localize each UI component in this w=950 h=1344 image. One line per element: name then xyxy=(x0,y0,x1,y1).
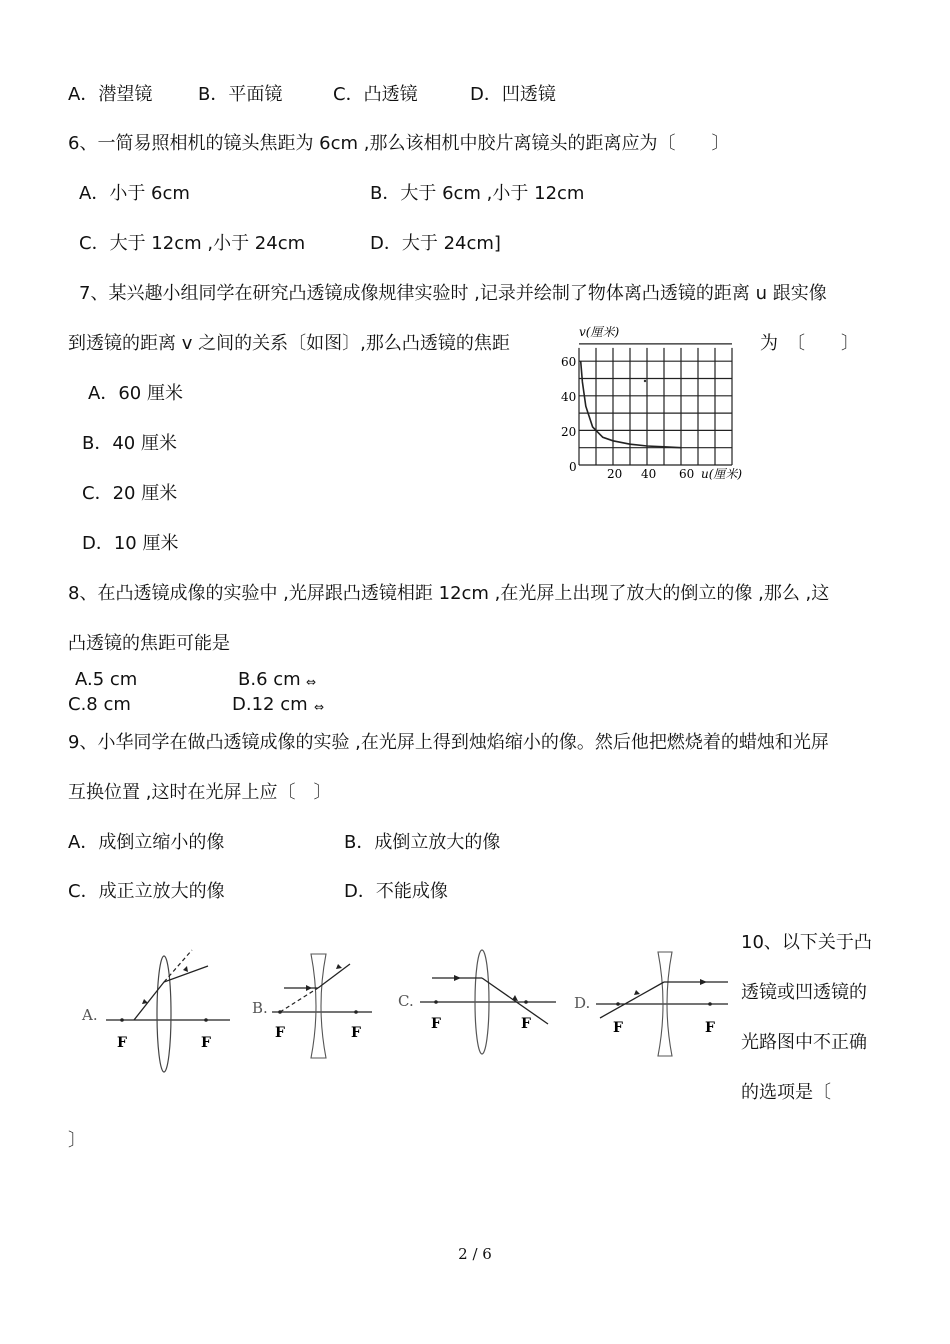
q10-figure-c xyxy=(396,948,561,1060)
q10-stem-line1: 10、以下关于凸 xyxy=(741,932,872,953)
q10-stem-line2: 透镜或凹透镜的 xyxy=(741,982,867,1003)
q8-option-c: C.8 cm xyxy=(68,694,131,715)
q9-option-d: D．不能成像 xyxy=(344,881,448,902)
focus-right: F xyxy=(201,1035,211,1051)
q8-option-b: B.6 cm xyxy=(238,669,301,690)
q7-stem-tail: 为 〔 〕 xyxy=(760,333,859,354)
q8-option-d: D.12 cm xyxy=(232,694,308,715)
origin-label: 0 xyxy=(569,460,577,474)
page-number: 2 / 6 xyxy=(458,1245,492,1263)
y-tick-40: 40 xyxy=(561,390,577,404)
q9-stem-line2: 互换位置 ,这时在光屏上应〔 〕 xyxy=(68,782,332,803)
q8-option-a: A.5 cm xyxy=(75,669,138,690)
x-axis-label: u(厘米) xyxy=(701,467,743,481)
focus-left: F xyxy=(117,1035,127,1051)
q8-stem-line2: 凸透镜的焦距可能是 xyxy=(68,633,230,654)
q8-stem-line1: 8、在凸透镜成像的实验中 ,光屏跟凸透镜相距 12cm ,在光屏上出现了放大的倒立的像 ,那么 ,这 xyxy=(68,583,830,604)
q7-option-c: C．20 厘米 xyxy=(82,483,178,504)
q6-stem: 6、一简易照相机的镜头焦距为 6cm ,那么该相机中胶片离镜头的距离应为〔 〕 xyxy=(68,133,730,154)
q6-option-a: A．小于 6cm xyxy=(79,183,190,204)
q7-stem-line1: 7、某兴趣小组同学在研究凸透镜成像规律实验时 ,记录并绘制了物体离凸透镜的距离 u 跟实像 xyxy=(79,283,827,304)
q10-figure-b xyxy=(250,948,380,1066)
q5-option-b: B．平面镜 xyxy=(198,84,283,105)
stray-dot xyxy=(644,380,646,382)
q10-stem-line5: 〕 xyxy=(68,1130,86,1151)
q8-mark-b: ⇔ xyxy=(306,675,317,689)
focus-right: F xyxy=(351,1025,361,1041)
q7-option-b: B．40 厘米 xyxy=(82,433,177,454)
y-axis-label: v(厘米) xyxy=(579,325,620,339)
x-tick-40: 40 xyxy=(641,467,657,481)
q10-figure-d xyxy=(572,948,732,1060)
focus-left: F xyxy=(275,1025,285,1041)
q8-mark-d: ⇔ xyxy=(314,700,325,714)
convex-lens xyxy=(157,956,171,1072)
q5-option-d: D．凹透镜 xyxy=(470,84,556,105)
q5-option-c: C．凸透镜 xyxy=(333,84,418,105)
q7-option-a: A．60 厘米 xyxy=(88,383,183,404)
q9-option-c: C．成正立放大的像 xyxy=(68,881,225,902)
focus-right: F xyxy=(705,1020,715,1036)
focus-left: F xyxy=(613,1020,623,1036)
label-c: C. xyxy=(398,992,414,1010)
q10-figure-a xyxy=(80,948,235,1078)
q7-stem-line2: 到透镜的距离 v 之间的关系〔如图〕,那么凸透镜的焦距 xyxy=(68,333,510,354)
uv-graph xyxy=(553,322,763,488)
q9-option-a: A．成倒立缩小的像 xyxy=(68,832,225,853)
q10-stem-line3: 光路图中不正确 xyxy=(741,1032,867,1053)
q6-option-d: D．大于 24cm] xyxy=(370,233,501,254)
q7-option-d: D．10 厘米 xyxy=(82,533,179,554)
label-d: D. xyxy=(574,994,591,1012)
x-tick-20: 20 xyxy=(607,467,623,481)
concave-lens xyxy=(311,954,326,1058)
q9-option-b: B．成倒立放大的像 xyxy=(344,832,501,853)
q10-stem-line4: 的选项是〔 xyxy=(741,1082,831,1103)
q6-option-c: C．大于 12cm ,小于 24cm xyxy=(79,233,306,254)
y-tick-20: 20 xyxy=(561,425,577,439)
label-a: A. xyxy=(82,1006,98,1024)
focus-left: F xyxy=(431,1016,441,1032)
q9-stem-line1: 9、小华同学在做凸透镜成像的实验 ,在光屏上得到烛焰缩小的像。然后他把燃烧着的蜡烛和光屏 xyxy=(68,732,829,753)
focus-right: F xyxy=(521,1016,531,1032)
q5-option-a: A．潜望镜 xyxy=(68,84,153,105)
y-tick-60: 60 xyxy=(561,355,577,369)
x-tick-60: 60 xyxy=(679,467,695,481)
label-b: B. xyxy=(252,999,268,1017)
q6-option-b: B．大于 6cm ,小于 12cm xyxy=(370,183,585,204)
